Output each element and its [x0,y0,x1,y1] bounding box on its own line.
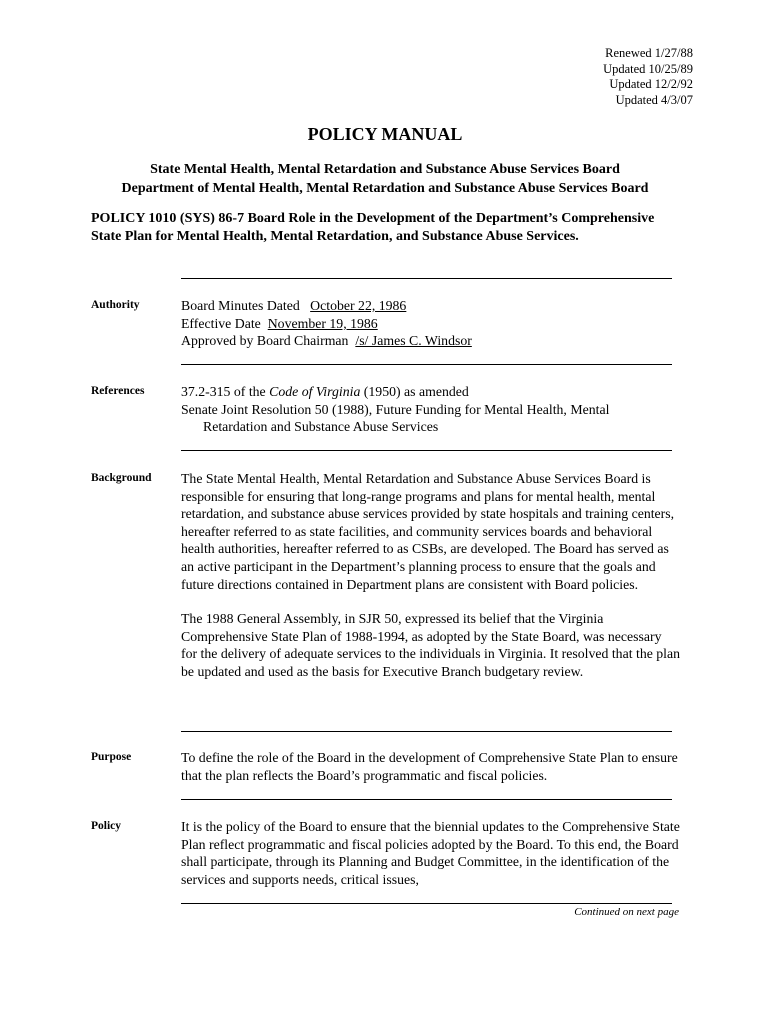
background-section [181,470,681,681]
document-subtitle [0,160,770,198]
reference-sjr: Senate Joint Resolution 50 (1988), Future Funding for Mental Health, Mental [181,401,610,417]
references-label: References [91,385,145,397]
approved-line [181,332,681,350]
section-divider [181,731,672,732]
minutes-label: Board Minutes Dated [181,298,300,313]
effective-label: Effective Date [181,315,261,331]
authority-label: Authority [91,299,140,311]
section-divider [181,799,672,800]
section-divider [181,278,672,279]
authority-section [181,297,681,350]
background-paragraph: The State Mental Health, Mental Retardation and Substance Abuse Services Board is responsible for ensuring that long-range programs and plans for mental health, mental retardation, and substance abuse services provided by state hospitals and training centers, hereafter referred to as state facilities, and community services boards and behavioral health authorities, hereafter referred to as CSBs, are developed. The Board has served as an active participant in the Department’s planning process to ensure that the goals and future directions contained in Department plans are consistent with Board policies. [181,471,675,592]
minutes-line [181,297,681,315]
background-label: Background [91,472,152,484]
approved-value: /s/ James C. Windsor [355,333,472,349]
reference-code: 37.2-315 of the Code of Virginia (1950) as amended [181,384,469,399]
policy-heading: POLICY 1010 (SYS) 86-7 Board Role in the Development of the Department’s Comprehensive State Plan for Mental Health, Mental Retardation, and Substance Abuse Services. [91,211,655,244]
purpose-label: Purpose [91,751,132,763]
section-divider [181,903,672,904]
department-name: Department of Mental Health, Mental Retardation and Substance Abuse Services Board [121,181,649,196]
revision-line: Updated 4/3/07 [615,92,693,107]
background-paragraph: The 1988 General Assembly, in SJR 50, expressed its belief that the Virginia Comprehensive State Plan of 1988-1994, as adopted by the State Board, was necessary for the delivery of adequate services to the individuals in Virginia. It resolved that the plan be updated and used as the basis for Executive Branch budgetary review. [181,611,681,679]
revision-line: Updated 10/25/89 [603,61,693,76]
effective-value: November 19, 1986 [267,315,378,331]
revision-history [603,46,693,108]
revision-line: Renewed 1/27/88 [605,46,693,60]
policy-text: It is the policy of the Board to ensure that the biennial updates to the Comprehensive State Plan reflect programmatic and fiscal policies adopted by the Board. To this end, the Board shall participate, through its Planning and Budget Committee, in the identification of the services and supports needs, critical issues, [181,819,680,887]
policy-label: Policy [91,820,122,832]
references-section [181,383,681,436]
section-divider [181,364,672,365]
continued-note: Continued on next page [574,906,679,918]
minutes-value: October 22, 1986 [310,298,407,313]
approved-label: Approved by Board Chairman [181,333,349,349]
revision-line: Updated 12/2/92 [609,77,693,91]
section-divider [181,450,672,451]
reference-sjr-continued: Retardation and Substance Abuse Services [203,419,439,435]
document-title: POLICY MANUAL [307,124,463,144]
purpose-text: To define the role of the Board in the development of Comprehensive State Plan to ensure that the plan reflects the Board’s programmatic and fiscal policies. [181,750,678,783]
board-name: State Mental Health, Mental Retardation and Substance Abuse Services Board [150,162,620,177]
effective-line [181,315,681,333]
